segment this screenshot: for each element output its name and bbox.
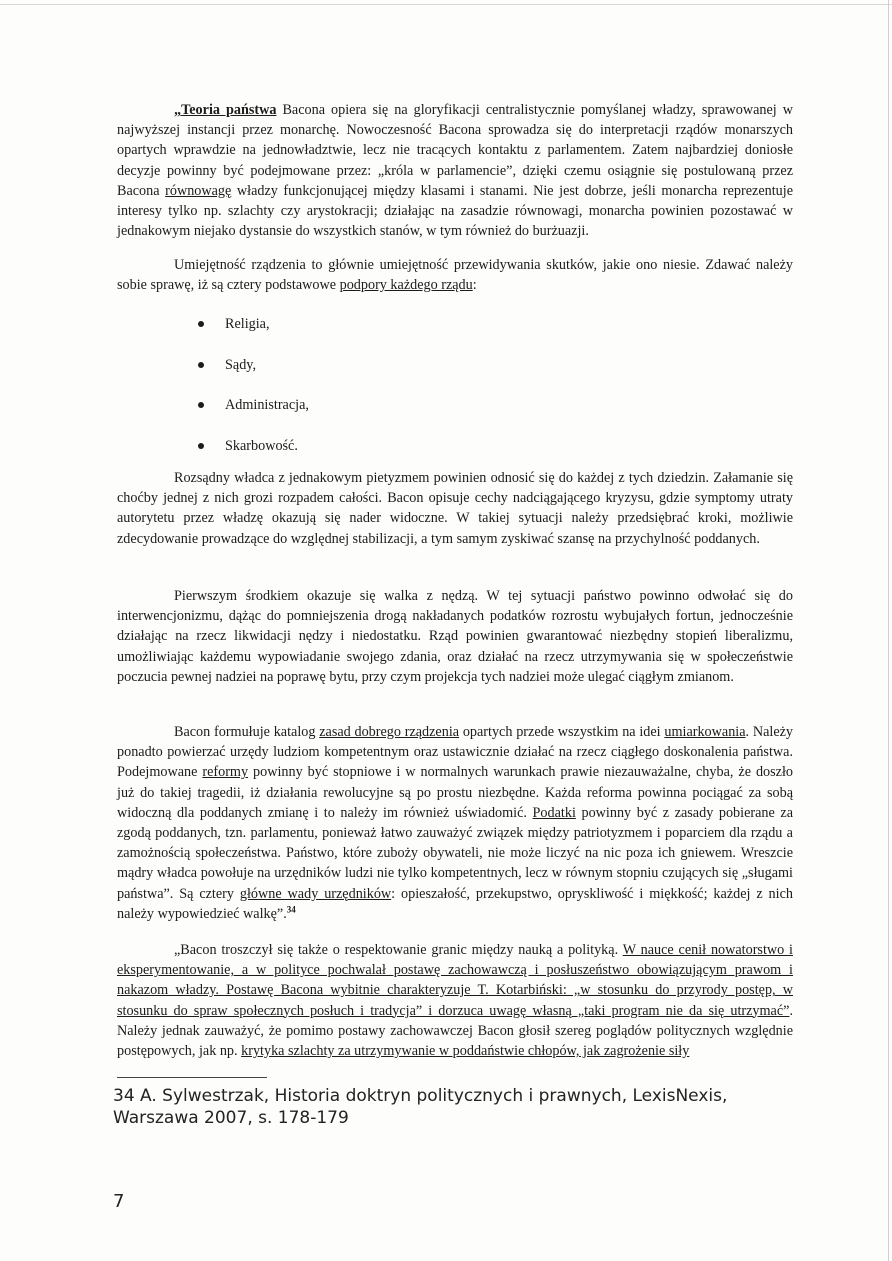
pillars-list bbox=[198, 314, 309, 476]
paragraph-skill-of-governing: Umiejętność rządzenia to głównie umiejętność przewidywania skutków, jakie ono niesie. Zdawać należy sobie sprawę, iż są cztery podstawowe podpory każdego rządu: bbox=[117, 257, 793, 294]
list-item: Religia, bbox=[198, 314, 309, 334]
paragraph-wise-ruler: Rozsądny władca z jednakowym pietyzmem powinien odnosić się do każdej z tych dziedzin. Załamanie się choćby jednej z nich grozi rozpadem całości. Bacon opisuje cechy nadciągającego kryzysu, gdzie symptomy utraty autorytetu przez władzę okazują się nader widoczne. W takiej sytuacji należy przedsiębrać kroki, możliwie zdecydowanie prowadzące do względnej stabilizacji, a tym samym zyskiwać szansę na przychylność poddanych. bbox=[117, 470, 793, 547]
page-right-edge bbox=[888, 0, 889, 1261]
bullet-icon bbox=[198, 402, 204, 408]
paragraph-fight-poverty: Pierwszym środkiem okazuje się walka z nędzą. W tej sytuacji państwo powinno odwołać się do interwencjonizmu, dążąc do pomniejszenia drogą nakładanych podatków rozrostu wybujałych fortun, jednocześnie działając na rzecz likwidacji nędzy i niedostatku. Rząd powinien gwarantować niezbędny stopień liberalizmu, umożliwiając każdemu wypowiadanie swojego zdania, oraz działać na rzecz utrzymywania się w społeczeństwie poczucia pewnej nadziei na poprawę bytu, przy czym projekcja tych nadziei może ulegać ciągłym zmianom. bbox=[117, 588, 793, 685]
term-podatki: Podatki bbox=[532, 804, 576, 821]
term-teoria-panstwa: „Teoria państwa bbox=[174, 102, 277, 118]
bullet-icon bbox=[198, 362, 204, 368]
quote-kotarbinski: W nauce cenił nowatorstwo i eksperymentowanie, a w polityce pochwalał postawę zachowawczą i posłuszeństwo obowiązującym prawom i nakazom władzy. Postawę Bacona wybitnie charakteryzuje T. Kotarbiński: „w stosunku do przyrody postęp, w stosunku do spraw społecznych posłuch i tradycja” i dorzuca uwagę własną „taki program nie da się utrzymać” bbox=[117, 942, 793, 1019]
bullet-icon bbox=[198, 321, 204, 327]
bullet-icon bbox=[198, 443, 204, 449]
paragraph-science-and-politics: „Bacon troszczył się także o respektowanie granic między nauką a polityką. W nauce cenił nowatorstwo i eksperymentowanie, a w polityce pochwalał postawę zachowawczą i posłuszeństwo obowiązującym prawom i nakazom władzy. Postawę Bacona wybitnie charakteryzuje T. Kotarbiński: „w stosunku do przyrody postęp, w stosunku do spraw społecznych posłuch i tradycja” i dorzuca uwagę własną „taki program nie da się utrzymać”. Należy jednak zauważyć, że pomimo postawy zachowawczej Bacon głosił szereg poglądów politycznych względnie postępowych, jak np. krytyka szlachty za utrzymywanie w poddaństwie chłopów, jak zagrożenie siły bbox=[117, 942, 793, 1060]
term-reformy: reformy bbox=[202, 764, 249, 781]
term-krytyka-szlachty: krytyka szlachty za utrzymywanie w poddaństwie chłopów, jak zagrożenie siły bbox=[241, 1043, 690, 1060]
page-top-edge bbox=[0, 4, 892, 5]
term-podpory-rzadu: podpory każdego rządu bbox=[339, 277, 473, 294]
term-rownowaga: równowagę bbox=[165, 182, 232, 199]
footnote-reference: 34 bbox=[286, 904, 296, 915]
term-umiarkowanie: umiarkowania bbox=[664, 724, 746, 740]
page-number: 7 bbox=[113, 1191, 125, 1212]
list-item: Sądy, bbox=[198, 355, 309, 375]
footnote-divider bbox=[117, 1077, 267, 1078]
footnote: 34 A. Sylwestrzak, Historia doktryn politycznych i prawnych, LexisNexis, Warszawa 2007, s. 178-179 bbox=[113, 1086, 728, 1128]
paragraph-theory-of-state: „Teoria państwa Bacona opiera się na gloryfikacji centralistycznie pomyślanej władzy, sprawowanej w najwyższej instancji przez monarchę. Nowoczesność Bacona sprowadza się do interpretacji rządów monarszych opartych wprawdzie na jednowładztwie, lecz nie tracących kontaktu z parlamentem. Zatem najbardziej doniosłe decyzje powinny być podejmowane przez: „króla w parlamencie”, dzięki czemu osiągnie się postulowaną przez Bacona równowagę władzy funkcjonującej między klasami i stanami. Nie jest dobrze, jeśli monarcha reprezentuje interesy tylko np. szlachty czy arystokracji; działając na zasadzie równowagi, monarcha powinien pozostawać w jednakowym niejako dystansie do wszystkich stanów, w tym również do burżuazji. bbox=[117, 102, 793, 240]
paragraph-good-governance: Bacon formułuje katalog zasad dobrego rządzenia opartych przede wszystkim na idei umiarkowania. Należy ponadto powierzać urzędy ludziom kompetentnym oraz ustawicznie działać na rzecz ciągłego doskonalenia państwa. Podejmowane reformy powinny być stopniowe i w normalnych warunkach prawie niezauważalne, chyba, że doszło już do takiej tragedii, iż działania rewolucyjne są po prostu niezbędne. Każda reforma powinna pociągać za sobą widoczną dla poddanych zmianę i to należy im również uświadomić. Podatki powinny być z zasady pobierane za zgodą poddanych, tzn. parlamentu, ponieważ łatwo zauważyć związek między patriotyzmem i poparciem dla rządu a zamożnością społeczeństwa. Państwo, które zuboży obywateli, nie może liczyć na nic poza ich gniewem. Wreszcie mądry władca powołuje na urzędników ludzi nie tylko kompetentnych, lecz w równym stopniu czujących się „sługami państwa”. Są cztery główne wady urzędników: opieszałość, przekupstwo, opryskliwość i miękkość; każdej z nich należy wypowiedzieć walkę”.$^{34}$ bbox=[117, 724, 794, 922]
term-zasady-rzadzenia: zasad dobrego rządzenia bbox=[319, 724, 460, 740]
list-item: Skarbowość. bbox=[198, 436, 309, 456]
list-item: Administracja, bbox=[198, 395, 309, 415]
term-wady-urzednikow: główne wady urzędników bbox=[239, 885, 392, 902]
